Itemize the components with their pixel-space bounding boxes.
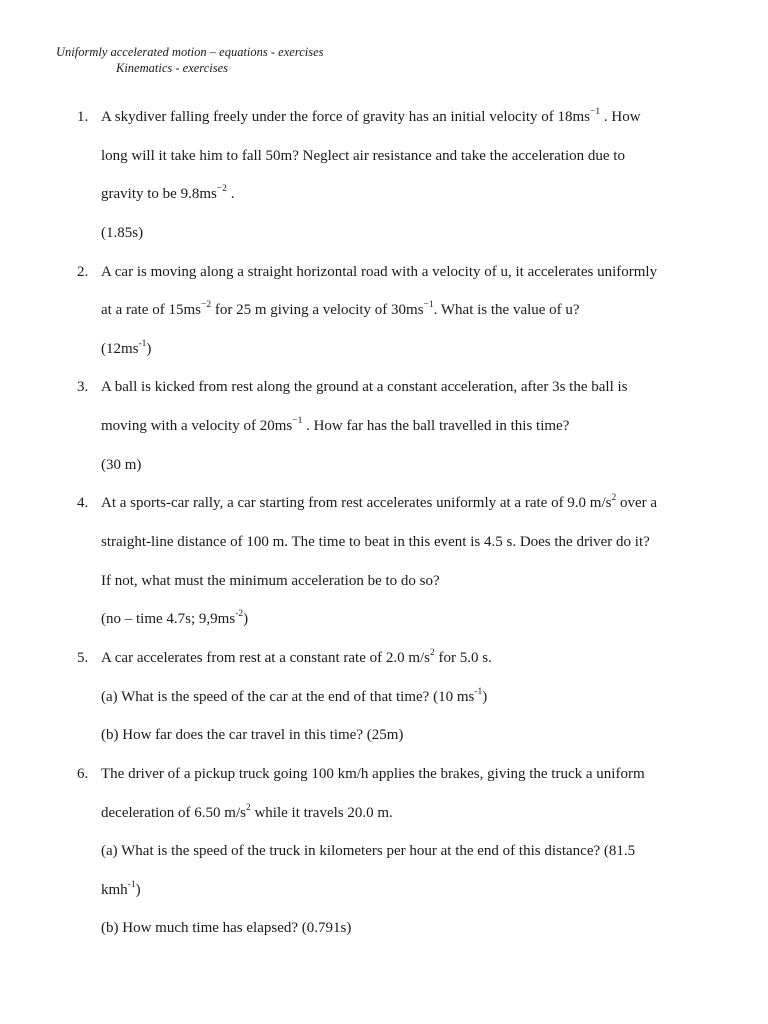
superscript: -2 [235, 609, 244, 619]
text-segment: A ball is kicked from rest along the ground at a constant acceleration, after 3s the ball is [101, 379, 628, 395]
problem-text-line [101, 609, 248, 629]
problem-text-line [101, 416, 569, 436]
problem-number: 4. [77, 495, 89, 511]
text-segment: over a [616, 495, 658, 511]
text-segment: ) [146, 341, 152, 357]
problem-text-line [101, 146, 625, 166]
superscript: -1 [138, 339, 147, 349]
text-segment: ) [243, 611, 249, 627]
text-segment: straight-line distance of 100 m. The time to beat in this event is 4.5 s. Does the driver do it? [101, 534, 650, 550]
problem-text-line [101, 493, 657, 513]
text-segment: (1.85s) [101, 225, 144, 241]
problem-text-line [101, 880, 141, 900]
text-segment: moving with a velocity of 20ms [101, 418, 293, 434]
problem-text-line [101, 107, 641, 127]
problem-number: 3. [77, 379, 89, 395]
problem-text-line [101, 803, 393, 823]
document-header [56, 44, 324, 76]
superscript: 2 [611, 493, 617, 503]
text-segment: A car is moving along a straight horizontal road with a velocity of u, it accelerates uniformly [101, 264, 658, 280]
text-segment: . What is the value of u? [433, 302, 580, 318]
text-segment: ) [482, 689, 488, 705]
text-segment: If not, what must the minimum acceleration be to do so? [101, 573, 440, 589]
text-segment: (a) What is the speed of the car at the end of that time? (10 ms [101, 689, 475, 705]
superscript: -1 [474, 687, 483, 697]
problem-text-line [101, 648, 492, 668]
problem-number: 6. [77, 766, 89, 782]
problem-text-line [101, 841, 635, 861]
text-segment: (no – time 4.7s; 9,9ms [101, 611, 236, 627]
document-title: Uniformly accelerated motion – equations - exercises [56, 45, 324, 59]
text-segment: . How [600, 109, 641, 125]
superscript: -1 [127, 880, 136, 890]
problem-text-line [101, 725, 403, 745]
superscript: 2 [430, 648, 435, 658]
problem-number: 5. [77, 650, 89, 666]
problem-text-line [101, 184, 234, 204]
text-segment: (a) What is the speed of the truck in kilometers per hour at the end of this distance? (81.5 [101, 843, 636, 859]
text-segment: for 25 m giving a velocity of 30ms [211, 302, 424, 318]
text-segment: (30 m) [101, 457, 142, 473]
text-segment: gravity to be 9.8ms [101, 186, 217, 202]
problem-text-line [101, 339, 151, 359]
text-segment: At a sports-car rally, a car starting from rest accelerates uniformly at a rate of 9.0 m/s [101, 495, 612, 511]
superscript: −1 [292, 416, 303, 426]
document-subtitle: Kinematics - exercises [116, 61, 228, 75]
superscript: −2 [200, 300, 212, 310]
problem-text-line [101, 532, 650, 552]
text-segment: for 5.0 s. [434, 650, 492, 666]
problem-number: 1. [77, 109, 89, 125]
superscript: −2 [216, 184, 227, 194]
text-segment: . [226, 186, 235, 202]
superscript: 2 [245, 803, 251, 813]
text-segment: kmh [101, 882, 128, 898]
problem-text-line [101, 571, 440, 591]
problem-text-line [101, 223, 143, 243]
problem-text-line [101, 262, 657, 282]
problem-text-line [101, 764, 645, 784]
problem-number: 2. [77, 264, 89, 280]
problem-text-line [101, 687, 487, 707]
problem-text-line [101, 455, 141, 475]
superscript: −1 [590, 107, 601, 117]
text-segment: A skydiver falling freely under the force of gravity has an initial velocity of 18ms [101, 109, 591, 125]
text-segment: while it travels 20.0 m. [250, 805, 393, 821]
superscript: −1 [423, 300, 434, 310]
text-segment: A car accelerates from rest at a constant rate of 2.0 m/s [101, 650, 431, 666]
problem-text-line [101, 300, 580, 320]
text-segment: ) [135, 882, 141, 898]
text-segment: (b) How far does the car travel in this time? (25m) [101, 727, 404, 743]
problem-text-line [101, 377, 628, 397]
text-segment: at a rate of 15ms [101, 302, 201, 318]
text-segment: long will it take him to fall 50m? Neglect air resistance and take the acceleration due to [101, 148, 625, 164]
text-segment: (b) How much time has elapsed? (0.791s) [101, 920, 352, 936]
text-segment: (12ms [101, 341, 139, 357]
text-segment: The driver of a pickup truck going 100 km/h applies the brakes, giving the truck a uniform [101, 766, 645, 782]
text-segment: . How far has the ball travelled in this time? [302, 418, 570, 434]
problem-text-line [101, 918, 351, 938]
text-segment: deceleration of 6.50 m/s [101, 805, 246, 821]
